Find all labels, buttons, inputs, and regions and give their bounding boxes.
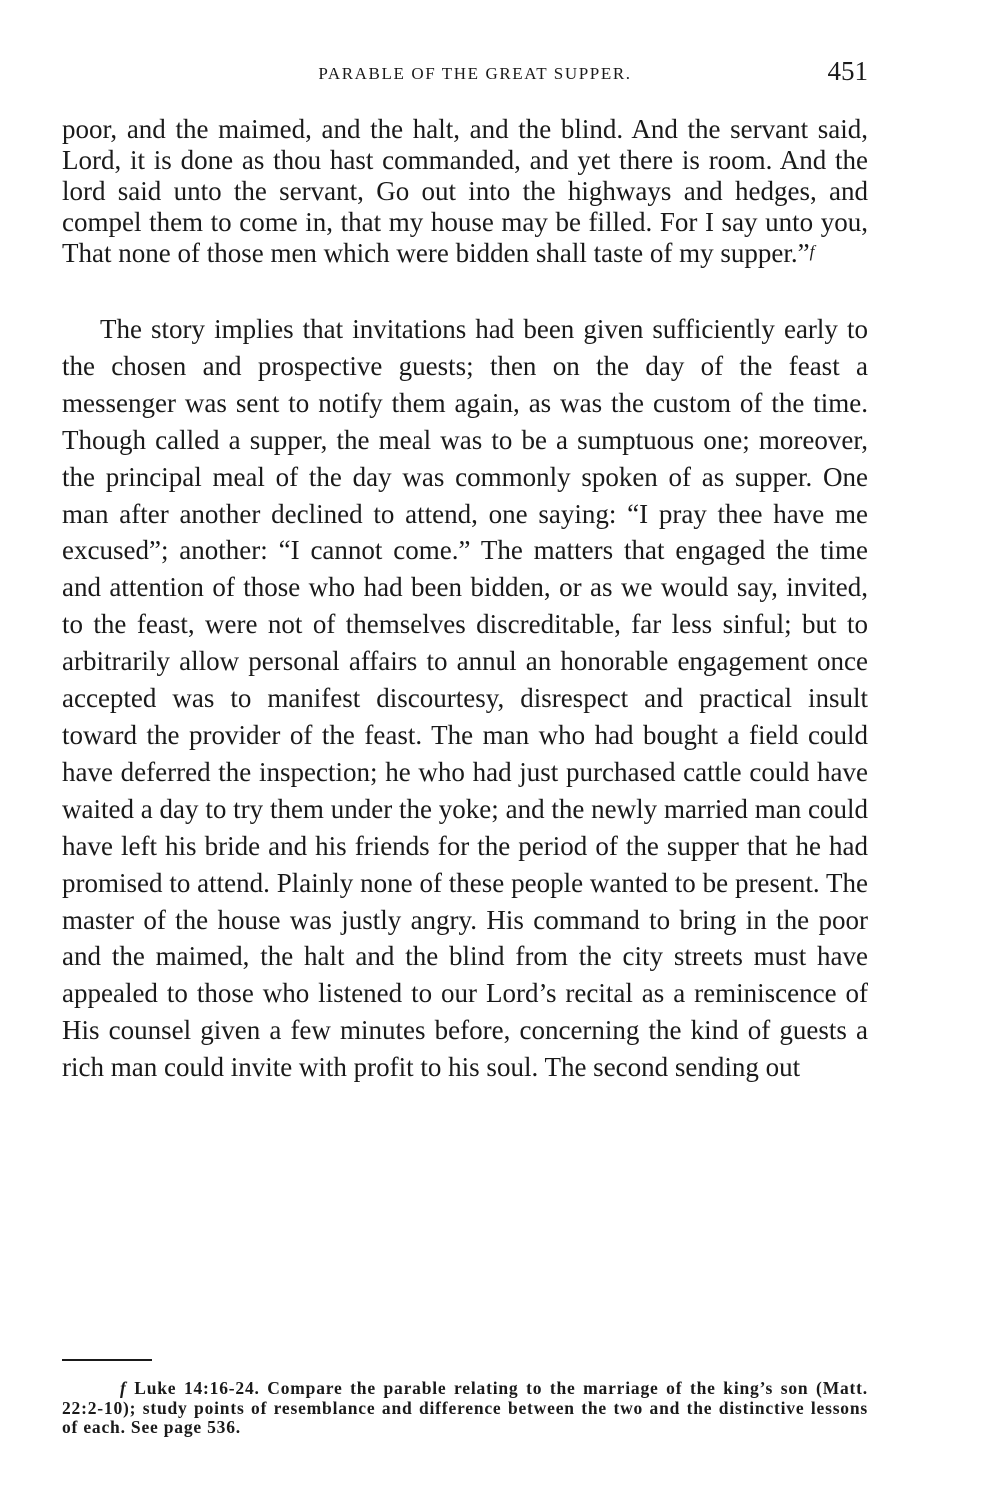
footnote-text: Luke 14:16-24. Compare the parable relating to the marriage of the king’s son (Matt. 22:2-10); study points of resemblance and difference between the two and the distinctive lessons of each. See page 536. xyxy=(62,1378,868,1437)
body-paragraph: The story implies that invitations had been given sufficiently early to the chosen and prospective guests; then on the day of the feast a messenger was sent to notify them again, as was the custom of the time. Though called a supper, the meal was to be a sumptuous one; moreover, the principal meal of the day was commonly spoken of as supper. One man after another declined to attend, one saying: “I pray thee have me excused”; another: “I cannot come.” The matters that engaged the time and attention of those who had been bidden, or as we would say, invited, to the feast, were not of themselves discreditable, far less sinful; but to arbitrarily allow personal affairs to annul an honorable engagement once accepted was to manifest discourtesy, disrespect and practical insult toward the provider of the feast. The man who had bought a field could have deferred the inspection; he who had just purchased cattle could have waited a day to try them under the yoke; and the newly married man could have left his bride and his friends for the period of the supper that he had promised to attend. Plainly none of these people wanted to be present. The master of the house was justly angry. His command to bring in the poor and the maimed, the halt and the blind from the city streets must have appealed to those who listened to our Lord’s recital as a reminiscence of His counsel given a few minutes before, concerning the kind of guests a rich man could invite with profit to his soul. The second sending out xyxy=(62,314,868,1083)
footnote xyxy=(62,1379,868,1438)
running-head xyxy=(62,56,868,96)
footnote-divider xyxy=(62,1359,152,1361)
book-page xyxy=(62,56,868,1086)
page-number: 451 xyxy=(827,56,868,86)
footnote-reference: f xyxy=(809,242,815,261)
scripture-quote-text: poor, and the maimed, and the halt, and the blind. And the servant said, Lord, it is done as thou hast commanded, and yet there is room. And the lord said unto the servant, Go out into the highways and hedges, and compel them to come in, that my house may be filled. For I say unto you, That none of those men which were bidden shall taste of my supper.” xyxy=(62,114,868,268)
scripture-quote xyxy=(62,114,868,269)
footnote-letter: f xyxy=(120,1378,127,1398)
running-title: PARABLE OF THE GREAT SUPPER. xyxy=(318,64,632,83)
